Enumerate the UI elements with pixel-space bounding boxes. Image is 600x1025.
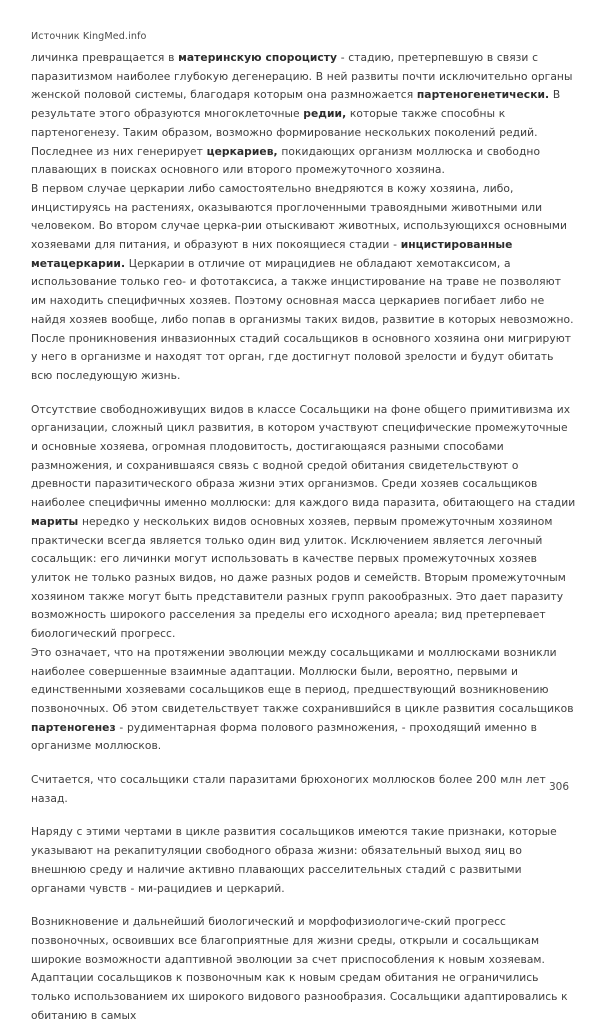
paragraph: Считается, что сосальщики стали паразитами брюхоногих моллюсков более 200 млн лет назад. [31,773,546,805]
term-emphasis: инцистированные метацеркарии. [31,238,513,270]
term-emphasis: партеногенез [31,720,116,734]
paragraph: Возникновение и дальнейший биологический и морфофизиологиче-ский прогресс позвоночных, освоивших все благоприятные для жизни среды, открыли и сосальщикам широкие возможности адаптивной эволюции за счет приспособления к новым хозяевам. Адаптации сосальщиков к позвоночным как к новым средам обитания не ограничились только использованием их широкого видового разнообразия. Сосальщики адаптировались к обитанию в самых [31,915,568,1022]
paragraph: Это означает, что на протяжении эволюции между сосальщиками и моллюсками возникли наиболее совершенные взаимные адаптации. Моллюски были, вероятно, первыми и единственными хозяевами сосальщиков еще в период, предшествующий возникновению позвоночных. Об этом свидетельствует также сохранившийся в цикле развития сосальщиков партеногенез - рудиментарная форма полового размножения, - проходящий именно в организме моллюсков. [31,645,574,753]
paragraph: В первом случае церкарии либо самостоятельно внедряются в кожу хозяина, либо, инцистируясь на растениях, оказываются проглоченными травоядными животными или человеком. Во втором случае церка-рии отыскивают животных, использующихся основными хозяевами для питания, и образуют в них покоящиеся стадии - инцистированные метацеркарии. Церкарии в отличие от мирацидиев не обладают хемотаксисом, а использование только гео- и фототаксиса, а также инцистирование на траве не позволяют им находить специфичных хозяев. Поэтому основная масса церкариев погибает либо не найдя хозяев вообще, либо попав в организмы таких видов, развитие в которых невозможно. После проникновения инвазионных стадий сосальщиков в основного хозяина они мигрируют у него в организме и находят тот орган, где достигнут половой зрелости и будут обитать всю последующую жизнь. [31,181,574,382]
term-emphasis: редии, [303,107,347,121]
term-emphasis: партеногенетически. [416,88,550,102]
document-source-header: Источник KingMed.info [31,31,147,42]
body-text-column [31,49,576,1025]
term-emphasis: церкариев, [206,144,278,158]
term-emphasis: мариты [31,514,79,528]
term-emphasis: материнскую спороцисту [178,51,338,64]
paragraph: Наряду с этими чертами в цикле развития сосальщиков имеются такие признаки, которые указывают на рекапитуляции свободного образа жизни: обязательный выход яиц во внешнюю среду и наличие активно плавающих расселительных стадий с развитыми органами чувств - ми-рацидиев и церкарий. [31,825,557,895]
paragraph: личинка превращается в материнскую спороцисту - стадию, претерпевшую в связи с паразитизмом наиболее глубокую дегенерацию. В ней развиты почти исключительно органы женской половой системы, благодаря которым она размножается партеногенетически. В результате этого образуются многоклеточные редии, которые также способны к партеногенезу. Таким образом, возможно формирование нескольких поколений редий. Последнее из них генерирует церкариев, покидающих организм моллюска и свободно плавающих в поисках основного или второго промежуточного хозяина. [31,51,573,177]
page-number: 306 [548,781,569,793]
paragraph: Отсутствие свободноживущих видов в классе Сосальщики на фоне общего примитивизма их организации, сложный цикл развития, в котором участвуют специфические промежуточные и основные хозяева, огромная плодовитость, достигающаяся разными способами размножения, и сохранившаяся связь с водной средой обитания свидетельствуют о древности паразитического образа жизни этих организмов. Среди хозяев сосальщиков наиболее специфичны именно моллюски: для каждого вида паразита, обитающего на стадии мариты нередко у нескольких видов основных хозяев, первым промежуточным хозяином практически всегда является только один вид улиток. Исключением является легочный сосальщик: его личинки могут использовать в качестве первых промежуточных хозяев улиток не только разных видов, но даже разных родов и семейств. Вторым промежуточным хозяином также могут быть представители разных групп ракообразных. Это дает паразиту возможность широкого расселения за пределы его исходного ареала; вид претерпевает биологический прогресс. [31,402,576,641]
